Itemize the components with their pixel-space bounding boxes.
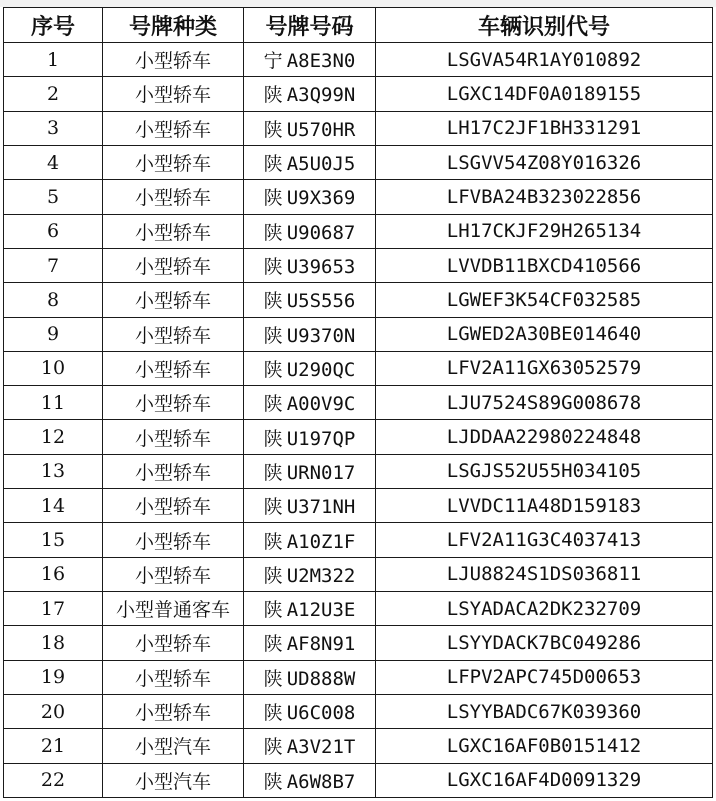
- cell-vin: LJDDAA22980224848: [376, 420, 713, 454]
- cell-plate-type: 小型汽车: [103, 729, 244, 763]
- cell-plate-number: [244, 626, 376, 660]
- table-row: [4, 111, 713, 145]
- cell-vin: LFV2A11GX63052579: [376, 351, 713, 385]
- cell-plate-type: 小型轿车: [103, 523, 244, 557]
- cell-no: 20: [4, 694, 103, 728]
- cell-plate-number: [244, 489, 376, 523]
- cell-no: 11: [4, 386, 103, 420]
- plate-code: A3V21T: [286, 736, 356, 759]
- cell-plate-type: 小型轿车: [103, 351, 244, 385]
- cell-vin: LSGVA54R1AY010892: [376, 43, 713, 77]
- cell-plate-number: [244, 763, 376, 797]
- plate-province: 陕: [263, 702, 283, 725]
- cell-plate-type: 小型轿车: [103, 694, 244, 728]
- cell-no: 1: [4, 43, 103, 77]
- cell-no: 22: [4, 763, 103, 797]
- cell-no: 10: [4, 351, 103, 385]
- table-header: [4, 8, 713, 43]
- table-row: [4, 489, 713, 523]
- cell-no: 6: [4, 214, 103, 248]
- header-row: [4, 8, 713, 43]
- header-plate-type: 号牌种类: [103, 8, 244, 43]
- table-row: [4, 694, 713, 728]
- table-row: [4, 43, 713, 77]
- plate-code: A12U3E: [286, 599, 356, 622]
- cell-plate-number: [244, 77, 376, 111]
- plate-province: 陕: [263, 633, 283, 656]
- plate-code: U9370N: [286, 324, 356, 347]
- plate-province: 陕: [263, 393, 283, 416]
- cell-no: 14: [4, 489, 103, 523]
- plate-code: A6W8B7: [286, 770, 356, 793]
- cell-plate-type: 小型轿车: [103, 454, 244, 488]
- cell-no: 8: [4, 283, 103, 317]
- cell-plate-number: [244, 660, 376, 694]
- cell-no: 7: [4, 248, 103, 282]
- plate-code: U371NH: [286, 496, 356, 519]
- cell-plate-type: 小型汽车: [103, 763, 244, 797]
- cell-no: 13: [4, 454, 103, 488]
- table-row: [4, 317, 713, 351]
- cell-vin: LJU8824S1DS036811: [376, 557, 713, 591]
- plate-province: 陕: [263, 667, 283, 690]
- cell-plate-type: 小型轿车: [103, 660, 244, 694]
- cell-plate-type: 小型轿车: [103, 420, 244, 454]
- cell-vin: LSYYBADC67K039360: [376, 694, 713, 728]
- plate-province: 陕: [263, 736, 283, 759]
- cell-plate-type: 小型轿车: [103, 626, 244, 660]
- cell-plate-number: [244, 283, 376, 317]
- cell-plate-type: 小型轿车: [103, 557, 244, 591]
- cell-plate-type: 小型轿车: [103, 77, 244, 111]
- cell-vin: LH17C2JF1BH331291: [376, 111, 713, 145]
- cell-no: 19: [4, 660, 103, 694]
- cell-vin: LGXC14DF0A0189155: [376, 77, 713, 111]
- cell-plate-number: [244, 145, 376, 179]
- plate-code: A00V9C: [286, 393, 356, 416]
- cell-plate-type: 小型轿车: [103, 386, 244, 420]
- cell-plate-type: 小型轿车: [103, 283, 244, 317]
- table-row: [4, 180, 713, 214]
- plate-code: U570HR: [286, 118, 356, 141]
- table-row: [4, 420, 713, 454]
- plate-province: 陕: [263, 530, 283, 553]
- plate-province: 陕: [263, 564, 283, 587]
- plate-code: U90687: [286, 221, 356, 244]
- plate-province: 陕: [263, 118, 283, 141]
- plate-code: U9X369: [286, 187, 356, 210]
- plate-province: 陕: [263, 427, 283, 450]
- plate-province: 陕: [263, 84, 283, 107]
- cell-plate-type: 小型轿车: [103, 214, 244, 248]
- plate-code: U290QC: [286, 358, 356, 381]
- cell-vin: LSGVV54Z08Y016326: [376, 145, 713, 179]
- cell-plate-type: 小型轿车: [103, 43, 244, 77]
- table-row: [4, 626, 713, 660]
- plate-code: U5S556: [286, 290, 356, 313]
- cell-plate-number: [244, 557, 376, 591]
- cell-vin: LFPV2APC745D00653: [376, 660, 713, 694]
- cell-plate-number: [244, 386, 376, 420]
- table-row: [4, 351, 713, 385]
- cell-plate-number: [244, 523, 376, 557]
- cell-no: 16: [4, 557, 103, 591]
- top-edge-strip: [0, 0, 716, 7]
- plate-province: 陕: [263, 256, 283, 279]
- cell-no: 3: [4, 111, 103, 145]
- cell-vin: LGXC16AF0B0151412: [376, 729, 713, 763]
- table-row: [4, 557, 713, 591]
- cell-no: 12: [4, 420, 103, 454]
- plate-province: 陕: [263, 221, 283, 244]
- plate-code: U6C008: [286, 702, 356, 725]
- cell-plate-number: [244, 43, 376, 77]
- plate-code: A8E3N0: [286, 50, 356, 73]
- cell-no: 15: [4, 523, 103, 557]
- cell-plate-number: [244, 351, 376, 385]
- plate-province: 陕: [263, 290, 283, 313]
- plate-province: 陕: [263, 358, 283, 381]
- plate-code: A10Z1F: [286, 530, 356, 553]
- table-row: [4, 592, 713, 626]
- cell-vin: LSYADACA2DK232709: [376, 592, 713, 626]
- cell-vin: LSYYDACK7BC049286: [376, 626, 713, 660]
- plate-code: AF8N91: [286, 633, 356, 656]
- cell-plate-type: 小型轿车: [103, 111, 244, 145]
- cell-no: 21: [4, 729, 103, 763]
- plate-province: 陕: [263, 496, 283, 519]
- cell-vin: LFVBA24B323022856: [376, 180, 713, 214]
- table-body: [4, 43, 713, 798]
- cell-no: 17: [4, 592, 103, 626]
- table-row: [4, 386, 713, 420]
- cell-no: 2: [4, 77, 103, 111]
- vehicle-table: [3, 7, 713, 798]
- cell-plate-number: [244, 317, 376, 351]
- plate-code: U2M322: [286, 564, 356, 587]
- cell-plate-type: 小型轿车: [103, 248, 244, 282]
- plate-code: U197QP: [286, 427, 356, 450]
- cell-vin: LSGJS52U55H034105: [376, 454, 713, 488]
- cell-plate-type: 小型轿车: [103, 145, 244, 179]
- plate-province: 陕: [263, 599, 283, 622]
- plate-code: UD888W: [286, 667, 356, 690]
- cell-vin: LVVDB11BXCD410566: [376, 248, 713, 282]
- cell-vin: LVVDC11A48D159183: [376, 489, 713, 523]
- cell-vin: LGWEF3K54CF032585: [376, 283, 713, 317]
- cell-plate-type: 小型普通客车: [103, 592, 244, 626]
- plate-province: 陕: [263, 153, 283, 176]
- table-row: [4, 214, 713, 248]
- cell-plate-number: [244, 729, 376, 763]
- cell-plate-number: [244, 592, 376, 626]
- table-row: [4, 77, 713, 111]
- plate-code: URN017: [286, 461, 356, 484]
- plate-province: 宁: [263, 50, 283, 73]
- plate-province: 陕: [263, 187, 283, 210]
- header-no: 序号: [4, 8, 103, 43]
- plate-code: A3Q99N: [286, 84, 356, 107]
- table-row: [4, 145, 713, 179]
- table-row: [4, 763, 713, 797]
- plate-province: 陕: [263, 461, 283, 484]
- cell-plate-number: [244, 111, 376, 145]
- table-row: [4, 729, 713, 763]
- cell-no: 4: [4, 145, 103, 179]
- cell-vin: LGWED2A30BE014640: [376, 317, 713, 351]
- cell-plate-type: 小型轿车: [103, 317, 244, 351]
- cell-plate-type: 小型轿车: [103, 489, 244, 523]
- table-row: [4, 523, 713, 557]
- cell-no: 18: [4, 626, 103, 660]
- cell-plate-number: [244, 248, 376, 282]
- header-plate-number: 号牌号码: [244, 8, 376, 43]
- plate-province: 陕: [263, 770, 283, 793]
- table-row: [4, 454, 713, 488]
- header-vin: 车辆识别代号: [376, 8, 713, 43]
- cell-no: 9: [4, 317, 103, 351]
- table-row: [4, 660, 713, 694]
- cell-no: 5: [4, 180, 103, 214]
- plate-province: 陕: [263, 324, 283, 347]
- cell-vin: LGXC16AF4D0091329: [376, 763, 713, 797]
- cell-vin: LH17CKJF29H265134: [376, 214, 713, 248]
- plate-code: A5U0J5: [286, 153, 356, 176]
- cell-plate-type: 小型轿车: [103, 180, 244, 214]
- table-row: [4, 248, 713, 282]
- cell-plate-number: [244, 180, 376, 214]
- cell-plate-number: [244, 214, 376, 248]
- table-row: [4, 283, 713, 317]
- cell-plate-number: [244, 694, 376, 728]
- plate-code: U39653: [286, 256, 356, 279]
- cell-plate-number: [244, 420, 376, 454]
- cell-plate-number: [244, 454, 376, 488]
- cell-vin: LFV2A11G3C4037413: [376, 523, 713, 557]
- cell-vin: LJU7524S89G008678: [376, 386, 713, 420]
